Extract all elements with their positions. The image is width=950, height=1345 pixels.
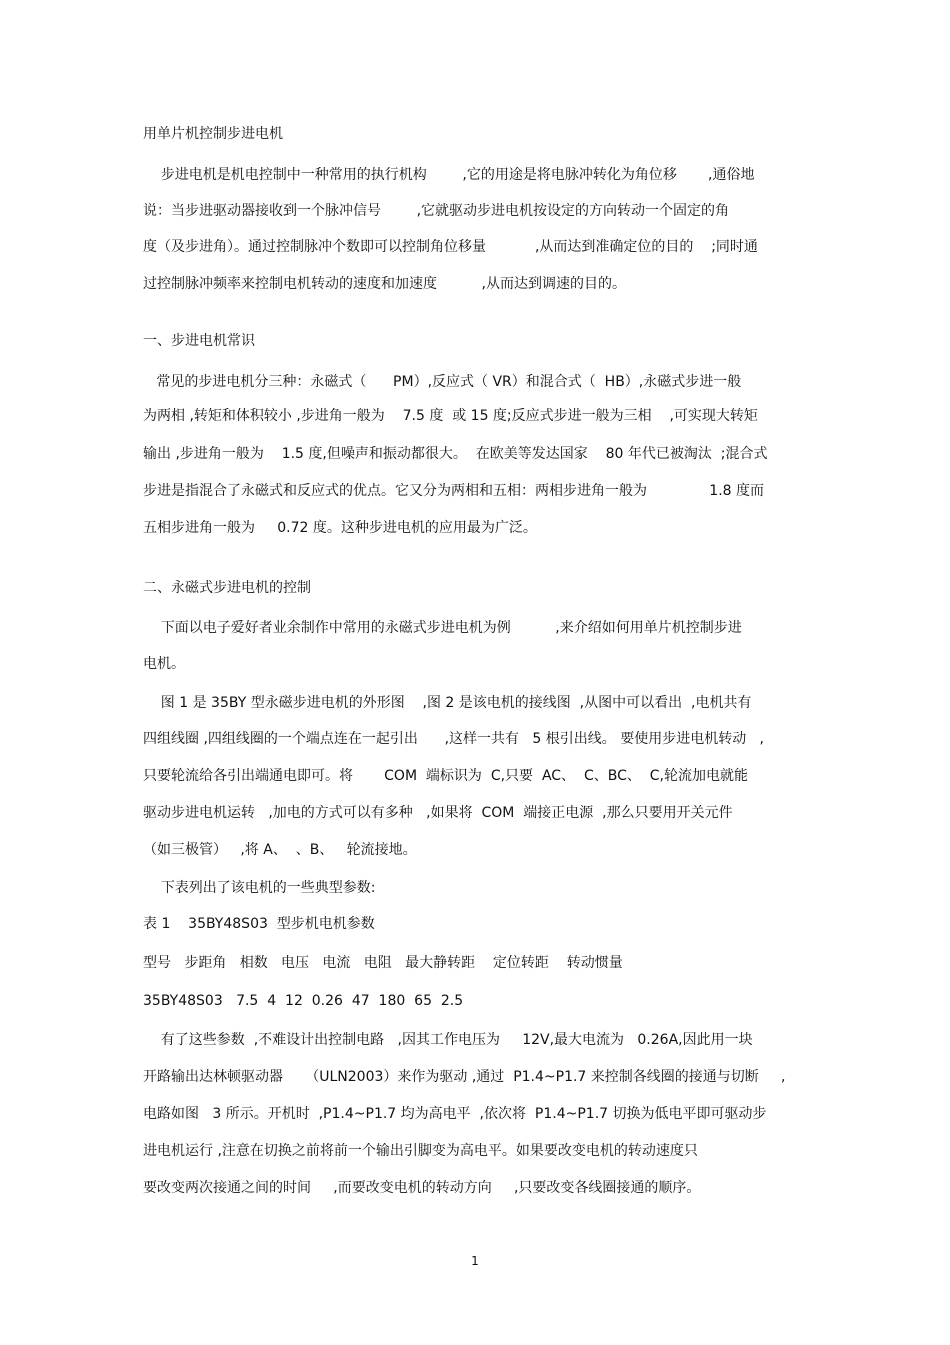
- paragraph-line: 要改变两次接通之间的时间 ,而要改变电机的转动方向 ,只要改变各线圈接通的顺序。: [143, 1180, 701, 1196]
- table-caption: 表 1 35BY48S03 型步机电机参数: [143, 916, 375, 932]
- table-header-row: 型号 步距角 相数 电压 电流 电阻 最大静转距 定位转距 转动惯量: [143, 955, 623, 971]
- paragraph-line: 为两相 ,转矩和体积较小 ,步进角一般为 7.5 度 或 15 度;反应式步进一般为三相 ,可实现大转矩: [143, 408, 758, 424]
- paragraph-line: 有了这些参数 ,不难设计出控制电路 ,因其工作电压为 12V,最大电流为 0.26A,因此用一块: [143, 1032, 753, 1048]
- paragraph-line: 输出 ,步进角一般为 1.5 度,但噪声和振动都很大。 在欧美等发达国家 80 年代已被淘汰 ;混合式: [143, 446, 768, 462]
- intro-line: 步进电机是机电控制中一种常用的执行机构 ,它的用途是将电脉冲转化为角位移 ,通俗地: [143, 167, 755, 183]
- paragraph-line: 电路如图 3 所示。开机时 ,P1.4~P1.7 均为高电平 ,依次将 P1.4~P1.7 切换为低电平即可驱动步: [143, 1106, 767, 1122]
- paragraph-line: 进电机运行 ,注意在切换之前将前一个输出引脚变为高电平。如果要改变电机的转动速度只: [143, 1143, 698, 1159]
- paragraph-line: 常见的步进电机分三种：永磁式（ PM）,反应式（ VR）和混合式（ HB）,永磁式步进一般: [143, 374, 742, 390]
- paragraph-line: （如三极管） ,将 A、 、B、 轮流接地。: [143, 842, 417, 858]
- paragraph-line: 下面以电子爱好者业余制作中常用的永磁式步进电机为例 ,来介绍如何用单片机控制步进: [143, 620, 742, 636]
- paragraph-line: 步进是指混合了永磁式和反应式的优点。它又分为两相和五相：两相步进角一般为 1.8 度而: [143, 483, 765, 499]
- paragraph-line: 电机。: [143, 656, 185, 672]
- paragraph-line: 图 1 是 35BY 型永磁步进电机的外形图 ,图 2 是该电机的接线图 ,从图中可以看出 ,电机共有: [143, 695, 752, 711]
- intro-line: 说：当步进驱动器接收到一个脉冲信号 ,它就驱动步进电机按设定的方向转动一个固定的角: [143, 203, 730, 219]
- paragraph-line: 只要轮流给各引出端通电即可。将 COM 端标识为 C,只要 AC、 C、BC、 C,轮流加电就能: [143, 768, 748, 784]
- table-data-row: 35BY48S03 7.5 4 12 0.26 47 180 65 2.5: [143, 993, 464, 1009]
- paragraph-line: 五相步进角一般为 0.72 度。这种步进电机的应用最为广泛。: [143, 520, 537, 536]
- intro-line: 度（及步进角）。通过控制脉冲个数即可以控制角位移量 ,从而达到准确定位的目的 ;同时通: [143, 239, 758, 255]
- document-title: 用单片机控制步进电机: [143, 126, 283, 142]
- page-number: 1: [471, 1254, 479, 1268]
- paragraph-line: 下表列出了该电机的一些典型参数:: [143, 880, 376, 896]
- paragraph-line: 四组线圈 ,四组线圈的一个端点连在一起引出 ,这样一共有 5 根引出线。 要使用步进电机转动 ,: [143, 731, 765, 747]
- paragraph-line: 驱动步进电机运转 ,加电的方式可以有多种 ,如果将 COM 端接正电源 ,那么只要用开关元件: [143, 805, 733, 821]
- section-heading: 一、步进电机常识: [143, 333, 255, 349]
- paragraph-line: 开路输出达林顿驱动器 （ULN2003）来作为驱动 ,通过 P1.4~P1.7 来控制各线圈的接通与切断 ,: [143, 1069, 786, 1085]
- section-heading: 二、永磁式步进电机的控制: [143, 580, 311, 596]
- intro-line: 过控制脉冲频率来控制电机转动的速度和加速度 ,从而达到调速的目的。: [143, 276, 626, 292]
